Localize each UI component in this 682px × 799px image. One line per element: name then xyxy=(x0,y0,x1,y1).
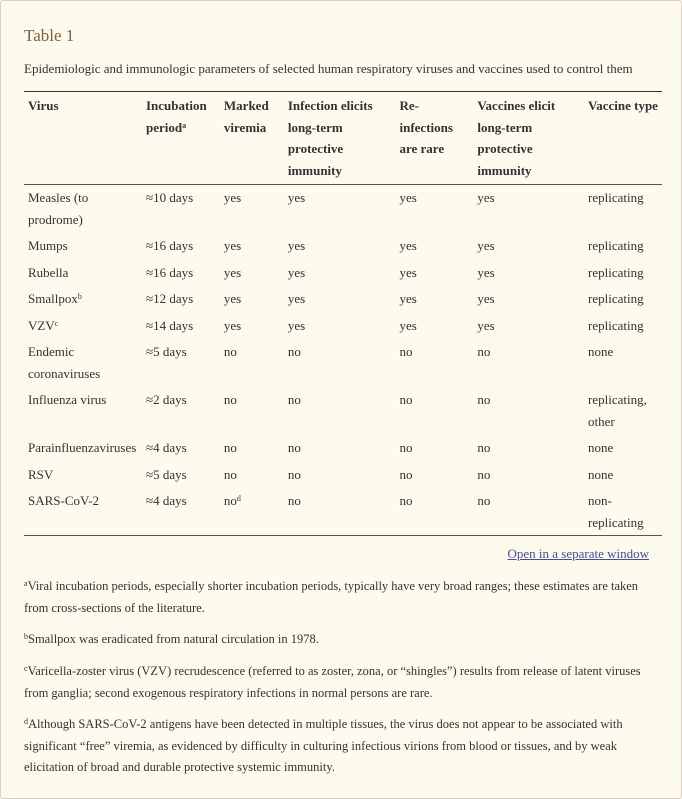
cell-incubation: ≈14 days xyxy=(145,317,194,333)
cell-vaccine-type: non-replicating xyxy=(588,493,644,530)
cell-virus: Rubella xyxy=(28,264,69,280)
footnote-b: $^b$Smallpox was eradicated from natural circulation in 1978. xyxy=(24,632,319,646)
table-row xyxy=(24,464,662,491)
cell-viremia: yes xyxy=(223,190,242,205)
footnote-ref-b[interactable]: b xyxy=(77,292,82,301)
cell-vaccine-immunity: yes xyxy=(477,291,495,306)
cell-vaccine-type: none xyxy=(588,466,614,482)
table-row xyxy=(24,288,662,315)
cell-vaccine-type: replicating xyxy=(588,291,644,306)
cell-infection-immunity: yes xyxy=(287,190,306,205)
cell-infection-immunity: no xyxy=(287,466,301,482)
cell-infection-immunity: no xyxy=(287,392,301,407)
cell-reinfections: yes xyxy=(399,190,417,205)
cell-incubation: ≈4 days xyxy=(145,440,187,455)
cell-incubation: ≈2 days xyxy=(145,392,187,407)
cell-viremia: no xyxy=(223,440,237,455)
table-row xyxy=(24,185,662,236)
header-vaccine-immunity: Vaccines elicit long-term protective immunity xyxy=(477,98,556,178)
cell-reinfections: no xyxy=(399,344,413,359)
cell-infection-immunity: yes xyxy=(287,291,306,306)
table-row xyxy=(24,437,662,464)
cell-virus: Smallpox$^b$ xyxy=(28,291,82,306)
cell-virus: Measles (to prodrome) xyxy=(28,190,89,227)
cell-reinfections: yes xyxy=(399,264,417,280)
cell-vaccine-type: replicating xyxy=(588,238,644,253)
table-header-row xyxy=(24,92,662,185)
cell-vaccine-type: replicating, other xyxy=(588,392,647,429)
table-row xyxy=(24,235,662,262)
cell-vaccine-type: replicating xyxy=(588,317,644,333)
cell-incubation: ≈10 days xyxy=(145,190,194,205)
table-row xyxy=(24,315,662,342)
footnote-ref-a[interactable]: a xyxy=(182,120,187,130)
cell-vaccine-immunity: yes xyxy=(477,317,495,333)
header-vaccine-type: Vaccine type xyxy=(588,98,658,113)
cell-infection-immunity: yes xyxy=(287,238,306,253)
cell-incubation: ≈4 days xyxy=(145,493,187,508)
cell-reinfections: yes xyxy=(399,317,417,333)
cell-vaccine-type: none xyxy=(588,344,614,359)
cell-reinfections: no xyxy=(399,440,413,455)
cell-viremia: yes xyxy=(223,291,242,306)
cell-vaccine-immunity: no xyxy=(477,493,491,508)
header-viremia: Marked viremia xyxy=(223,98,269,135)
cell-virus: Mumps xyxy=(28,238,68,253)
cell-incubation: ≈5 days xyxy=(145,466,187,482)
cell-reinfections: yes xyxy=(399,238,417,253)
table-title: Table 1 xyxy=(24,26,75,45)
header-incubation: Incubation period$^a$ xyxy=(145,98,207,135)
table-row xyxy=(24,389,662,437)
cell-infection-immunity: no xyxy=(287,344,301,359)
cell-incubation: ≈12 days xyxy=(145,291,194,306)
cell-viremia: no xyxy=(223,466,237,482)
footnote-ref-d[interactable]: d xyxy=(236,494,241,503)
cell-vaccine-type: replicating xyxy=(588,190,644,205)
cell-virus: Parainfluenzaviruses xyxy=(28,440,137,455)
header-virus: Virus xyxy=(28,98,59,113)
cell-vaccine-immunity: yes xyxy=(477,238,495,253)
cell-viremia: $no^d$ xyxy=(223,493,241,508)
cell-vaccine-immunity: no xyxy=(477,344,491,359)
footnote-d: $^d$Although SARS-CoV-2 antigens have been detected in multiple tissues, the virus does not appear to be associated with significant “free” viremia, as evidenced by difficulty in culturing infectious virions from blood or tissues, and by weak elicitation of broad and durable protective systemic immunity. xyxy=(24,717,623,774)
cell-viremia: no xyxy=(223,392,237,407)
cell-viremia: yes xyxy=(223,238,242,253)
header-infection-immunity: Infection elicits long-term protective immunity xyxy=(287,98,373,178)
cell-infection-immunity: no xyxy=(287,440,301,455)
footnote-ref-c[interactable]: c xyxy=(54,318,59,328)
cell-viremia: yes xyxy=(223,264,242,280)
table-row xyxy=(24,490,662,536)
cell-infection-immunity: no xyxy=(287,493,301,508)
cell-viremia: yes xyxy=(223,317,242,333)
cell-reinfections: no xyxy=(399,392,413,407)
header-reinfections: Re-infections are rare xyxy=(399,98,453,156)
cell-viremia: no xyxy=(223,344,237,359)
cell-incubation: ≈16 days xyxy=(145,264,194,280)
cell-reinfections: no xyxy=(399,493,413,508)
table-row xyxy=(24,341,662,389)
cell-vaccine-type: none xyxy=(588,440,614,455)
cell-infection-immunity: yes xyxy=(287,317,306,333)
cell-infection-immunity: yes xyxy=(287,264,306,280)
cell-vaccine-immunity: no xyxy=(477,392,491,407)
cell-virus: VZV$^c$ xyxy=(28,317,59,333)
cell-vaccine-immunity: no xyxy=(477,440,491,455)
cell-reinfections: no xyxy=(399,466,413,482)
footnote-a: $^a$Viral incubation periods, especially shorter incubation periods, typically have very broad ranges; these estimates are taken from cross-sections of the literature. xyxy=(24,579,639,615)
virus-table xyxy=(24,91,662,536)
cell-virus: Influenza virus xyxy=(28,392,107,407)
cell-virus: SARS-CoV-2 xyxy=(28,493,100,508)
cell-vaccine-immunity: yes xyxy=(477,190,495,205)
cell-vaccine-immunity: no xyxy=(477,466,491,482)
table-row xyxy=(24,262,662,289)
cell-virus: RSV xyxy=(28,466,54,482)
cell-incubation: ≈16 days xyxy=(145,238,194,253)
footnote-c: $^c$Varicella-zoster virus (VZV) recrudescence (referred to as zoster, zona, or “shingles”) results from release of latent viruses from ganglia; second exogenous respiratory infections in normal persons are rare. xyxy=(24,664,641,700)
cell-reinfections: yes xyxy=(399,291,417,306)
table-caption: Epidemiologic and immunologic parameters of selected human respiratory viruses and vaccines used to control them xyxy=(24,61,633,76)
open-separate-window-link[interactable]: Open in a separate window xyxy=(507,546,649,561)
cell-virus: Endemic coronaviruses xyxy=(28,344,101,381)
cell-vaccine-type: replicating xyxy=(588,264,644,280)
cell-incubation: ≈5 days xyxy=(145,344,187,359)
cell-vaccine-immunity: yes xyxy=(477,264,495,280)
